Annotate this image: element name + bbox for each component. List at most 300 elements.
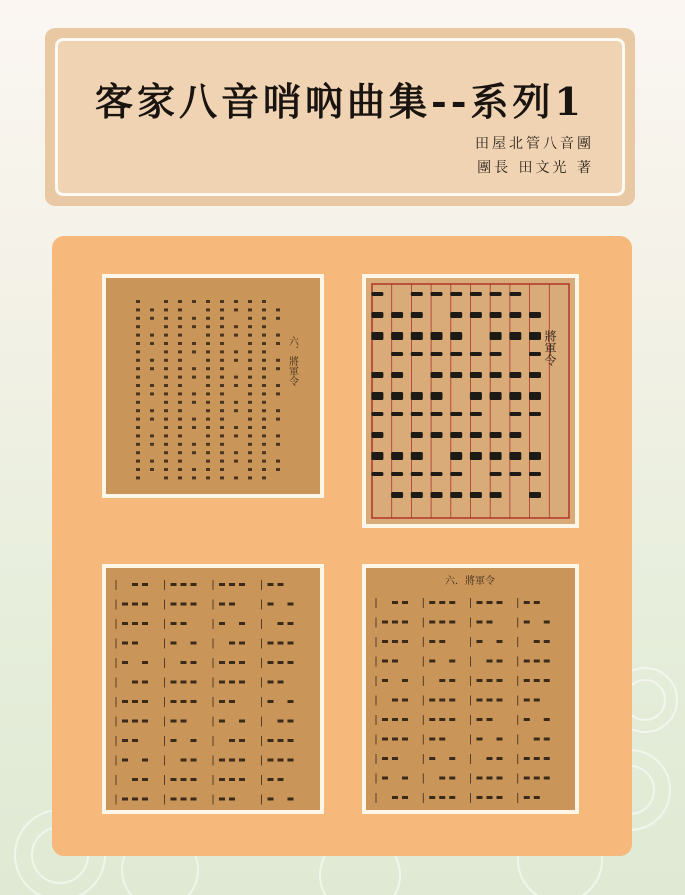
jianpu-note-mark bbox=[544, 718, 550, 721]
jianpu-note-mark bbox=[429, 699, 435, 702]
score-glyph-mark bbox=[248, 392, 252, 395]
jianpu-note-mark bbox=[392, 640, 398, 643]
jianpu-note-mark bbox=[142, 603, 148, 606]
jianpu-note-mark bbox=[142, 700, 148, 703]
jianpu-note-mark bbox=[402, 796, 408, 799]
jianpu-note-mark bbox=[132, 603, 138, 606]
score-glyph-mark bbox=[206, 434, 210, 437]
score-glyph-mark bbox=[248, 342, 252, 345]
manuscript-ink-mark bbox=[411, 412, 423, 416]
score-glyph-mark bbox=[178, 367, 182, 370]
manuscript-ink-mark bbox=[529, 352, 541, 356]
jianpu-note-mark bbox=[191, 739, 197, 742]
score-glyph-mark bbox=[234, 300, 238, 303]
score-glyph-mark bbox=[220, 460, 224, 463]
score-glyph-mark bbox=[136, 418, 140, 421]
jianpu-note-mark bbox=[497, 679, 503, 682]
score-glyph-mark bbox=[178, 376, 182, 379]
jianpu-note-mark bbox=[439, 679, 445, 682]
score-glyph-mark bbox=[262, 308, 266, 311]
score-glyph-mark bbox=[276, 308, 280, 311]
score-glyph-mark bbox=[178, 426, 182, 429]
jianpu-note-mark bbox=[392, 757, 398, 760]
score-glyph-mark bbox=[164, 451, 168, 454]
score-glyph-mark bbox=[192, 342, 196, 345]
jianpu-note-mark bbox=[439, 796, 445, 799]
manuscript-ink-mark bbox=[391, 332, 403, 340]
score-glyph-mark bbox=[178, 476, 182, 479]
score-glyph-mark bbox=[178, 468, 182, 471]
jianpu-note-mark bbox=[122, 700, 128, 703]
manuscript-ink-mark bbox=[450, 352, 462, 356]
jianpu-note-mark bbox=[171, 700, 177, 703]
jianpu-note-mark bbox=[142, 798, 148, 801]
jianpu-note-mark bbox=[288, 700, 294, 703]
score-glyph-mark bbox=[220, 434, 224, 437]
jianpu-note-mark bbox=[392, 718, 398, 721]
score-glyph-mark bbox=[220, 376, 224, 379]
manuscript-ink-mark bbox=[371, 452, 383, 460]
score-thumbnail-4 bbox=[362, 564, 579, 814]
score-glyph-mark bbox=[248, 334, 252, 337]
score-glyph-mark bbox=[220, 342, 224, 345]
jianpu-note-mark bbox=[497, 601, 503, 604]
thumbnail-panel bbox=[52, 236, 632, 856]
jianpu-note-mark bbox=[191, 661, 197, 664]
jianpu-note-mark bbox=[122, 798, 128, 801]
score-glyph-mark bbox=[248, 300, 252, 303]
score-glyph-mark bbox=[262, 409, 266, 412]
jianpu-note-mark bbox=[278, 622, 284, 625]
jianpu-note-mark bbox=[544, 777, 550, 780]
jianpu-note-mark bbox=[191, 603, 197, 606]
jianpu-note-mark bbox=[132, 622, 138, 625]
jianpu-note-mark bbox=[219, 700, 225, 703]
score-glyph-mark bbox=[234, 451, 238, 454]
manuscript-ink-mark bbox=[490, 312, 502, 318]
jianpu-note-mark bbox=[544, 640, 550, 643]
jianpu-note-mark bbox=[132, 739, 138, 742]
score-glyph-mark bbox=[178, 342, 182, 345]
score-glyph-mark bbox=[206, 334, 210, 337]
jianpu-note-mark bbox=[402, 601, 408, 604]
jianpu-note-mark bbox=[449, 679, 455, 682]
jianpu-note-mark bbox=[288, 661, 294, 664]
page-heading-1: 六．將軍令 bbox=[286, 336, 298, 386]
jianpu-note-mark bbox=[497, 796, 503, 799]
jianpu-note-mark bbox=[229, 759, 235, 762]
score-glyph-mark bbox=[220, 401, 224, 404]
score-glyph-mark bbox=[220, 426, 224, 429]
jianpu-note-mark bbox=[171, 681, 177, 684]
manuscript-ink-mark bbox=[529, 492, 541, 498]
score-glyph-mark bbox=[276, 468, 280, 471]
manuscript-ink-mark bbox=[411, 432, 423, 438]
score-glyph-mark bbox=[178, 392, 182, 395]
jianpu-note-mark bbox=[449, 718, 455, 721]
manuscript-ink-mark bbox=[371, 472, 383, 476]
score-glyph-mark bbox=[220, 409, 224, 412]
score-glyph-mark bbox=[206, 317, 210, 320]
jianpu-note-mark bbox=[477, 640, 483, 643]
jianpu-note-mark bbox=[497, 660, 503, 663]
score-glyph-mark bbox=[220, 308, 224, 311]
score-glyph-mark bbox=[220, 334, 224, 337]
jianpu-note-mark bbox=[278, 583, 284, 586]
score-glyph-mark bbox=[220, 418, 224, 421]
score-glyph-mark bbox=[206, 476, 210, 479]
jianpu-note-mark bbox=[239, 720, 245, 723]
score-glyph-mark bbox=[164, 384, 168, 387]
jianpu-note-mark bbox=[497, 699, 503, 702]
manuscript-ink-mark bbox=[411, 312, 423, 318]
manuscript-ink-mark bbox=[431, 392, 443, 400]
score-glyph-mark bbox=[206, 308, 210, 311]
score-glyph-mark bbox=[192, 367, 196, 370]
score-glyph-mark bbox=[220, 443, 224, 446]
jianpu-note-mark bbox=[544, 660, 550, 663]
manuscript-ink-mark bbox=[450, 332, 462, 340]
manuscript-ink-mark bbox=[411, 292, 423, 296]
jianpu-note-mark bbox=[239, 622, 245, 625]
score-glyph-mark bbox=[178, 443, 182, 446]
score-glyph-mark bbox=[234, 334, 238, 337]
score-glyph-mark bbox=[150, 392, 154, 395]
jianpu-note-mark bbox=[392, 796, 398, 799]
jianpu-note-mark bbox=[268, 603, 274, 606]
manuscript-ink-mark bbox=[490, 492, 502, 498]
score-glyph-mark bbox=[248, 325, 252, 328]
score-glyph-mark bbox=[234, 384, 238, 387]
manuscript-ink-mark bbox=[450, 372, 462, 378]
score-glyph-mark bbox=[136, 443, 140, 446]
score-glyph-mark bbox=[206, 426, 210, 429]
jianpu-note-mark bbox=[402, 777, 408, 780]
jianpu-note-mark bbox=[439, 601, 445, 604]
jianpu-note-mark bbox=[477, 796, 483, 799]
score-glyph-mark bbox=[262, 468, 266, 471]
score-glyph-mark bbox=[262, 342, 266, 345]
jianpu-note-mark bbox=[487, 601, 493, 604]
score-glyph-mark bbox=[150, 342, 154, 345]
jianpu-note-mark bbox=[181, 622, 187, 625]
score-glyph-mark bbox=[206, 350, 210, 353]
jianpu-note-mark bbox=[171, 603, 177, 606]
jianpu-note-mark bbox=[142, 720, 148, 723]
jianpu-note-mark bbox=[181, 681, 187, 684]
jianpu-note-mark bbox=[191, 700, 197, 703]
manuscript-ink-mark bbox=[470, 292, 482, 296]
score-glyph-mark bbox=[206, 460, 210, 463]
jianpu-note-mark bbox=[477, 738, 483, 741]
jianpu-note-mark bbox=[278, 681, 284, 684]
jianpu-note-mark bbox=[191, 583, 197, 586]
manuscript-ink-mark bbox=[391, 352, 403, 356]
jianpu-note-mark bbox=[132, 778, 138, 781]
manuscript-ink-mark bbox=[431, 332, 443, 340]
jianpu-note-mark bbox=[288, 739, 294, 742]
score-glyph-mark bbox=[220, 392, 224, 395]
manuscript-ink-mark bbox=[470, 452, 482, 460]
score-glyph-mark bbox=[276, 418, 280, 421]
score-glyph-mark bbox=[136, 350, 140, 353]
manuscript-ink-mark bbox=[470, 352, 482, 356]
jianpu-note-mark bbox=[534, 679, 540, 682]
jianpu-note-mark bbox=[449, 660, 455, 663]
score-glyph-mark bbox=[136, 367, 140, 370]
score-glyph-mark bbox=[248, 308, 252, 311]
score-glyph-mark bbox=[234, 325, 238, 328]
score-glyph-mark bbox=[164, 359, 168, 362]
score-glyph-mark bbox=[164, 468, 168, 471]
jianpu-note-mark bbox=[171, 739, 177, 742]
jianpu-note-mark bbox=[142, 661, 148, 664]
score-glyph-mark bbox=[206, 409, 210, 412]
manuscript-ink-mark bbox=[371, 432, 383, 438]
jianpu-note-mark bbox=[402, 738, 408, 741]
jianpu-note-mark bbox=[229, 583, 235, 586]
jianpu-note-mark bbox=[497, 640, 503, 643]
manuscript-ink-mark bbox=[450, 492, 462, 498]
jianpu-note-mark bbox=[439, 640, 445, 643]
score-glyph-mark bbox=[234, 401, 238, 404]
score-glyph-mark bbox=[192, 325, 196, 328]
jianpu-note-mark bbox=[288, 622, 294, 625]
score-glyph-mark bbox=[248, 434, 252, 437]
score-glyph-mark bbox=[276, 384, 280, 387]
jianpu-note-mark bbox=[439, 621, 445, 624]
score-glyph-mark bbox=[136, 460, 140, 463]
manuscript-ink-mark bbox=[509, 412, 521, 416]
manuscript-ink-mark bbox=[431, 372, 443, 378]
jianpu-note-mark bbox=[122, 622, 128, 625]
manuscript-ink-mark bbox=[371, 372, 383, 378]
jianpu-note-mark bbox=[534, 738, 540, 741]
manuscript-ink-mark bbox=[490, 452, 502, 460]
score-glyph-mark bbox=[136, 392, 140, 395]
jianpu-note-mark bbox=[268, 700, 274, 703]
jianpu-note-mark bbox=[487, 757, 493, 760]
score-glyph-mark bbox=[150, 334, 154, 337]
jianpu-note-mark bbox=[429, 601, 435, 604]
jianpu-note-mark bbox=[288, 603, 294, 606]
jianpu-note-mark bbox=[534, 640, 540, 643]
page-heading-2: 將軍令 bbox=[543, 330, 557, 366]
jianpu-note-mark bbox=[477, 718, 483, 721]
score-glyph-mark bbox=[206, 418, 210, 421]
score-glyph-mark bbox=[136, 334, 140, 337]
jianpu-note-mark bbox=[229, 603, 235, 606]
score-glyph-mark bbox=[178, 384, 182, 387]
jianpu-note-mark bbox=[402, 621, 408, 624]
score-glyph-mark bbox=[164, 342, 168, 345]
jianpu-note-mark bbox=[288, 759, 294, 762]
score-glyph-mark bbox=[136, 342, 140, 345]
jianpu-note-mark bbox=[534, 601, 540, 604]
jianpu-note-mark bbox=[142, 778, 148, 781]
score-glyph-mark bbox=[206, 359, 210, 362]
score-glyph-mark bbox=[262, 392, 266, 395]
score-glyph-mark bbox=[262, 367, 266, 370]
jianpu-note-mark bbox=[439, 718, 445, 721]
score-glyph-mark bbox=[178, 460, 182, 463]
jianpu-note-mark bbox=[439, 738, 445, 741]
manuscript-ink-mark bbox=[490, 372, 502, 378]
jianpu-note-mark bbox=[487, 679, 493, 682]
jianpu-note-mark bbox=[181, 700, 187, 703]
score-glyph-mark bbox=[220, 359, 224, 362]
manuscript-ink-mark bbox=[431, 412, 443, 416]
jianpu-note-mark bbox=[544, 738, 550, 741]
score-glyph-mark bbox=[192, 317, 196, 320]
score-glyph-mark bbox=[262, 443, 266, 446]
score-glyph-mark bbox=[248, 317, 252, 320]
manuscript-ink-mark bbox=[411, 452, 423, 460]
manuscript-ink-mark bbox=[529, 372, 541, 378]
score-glyph-mark bbox=[192, 443, 196, 446]
jianpu-note-mark bbox=[181, 661, 187, 664]
jianpu-note-mark bbox=[229, 661, 235, 664]
score-glyph-mark bbox=[136, 325, 140, 328]
score-glyph-mark bbox=[234, 359, 238, 362]
jianpu-note-mark bbox=[219, 622, 225, 625]
score-glyph-mark bbox=[192, 426, 196, 429]
score-glyph-mark bbox=[276, 317, 280, 320]
jianpu-note-mark bbox=[402, 718, 408, 721]
manuscript-ink-mark bbox=[411, 392, 423, 400]
score-glyph-mark bbox=[234, 476, 238, 479]
manuscript-ink-mark bbox=[391, 472, 403, 476]
score-glyph-mark bbox=[178, 325, 182, 328]
manuscript-ink-mark bbox=[371, 312, 383, 318]
jianpu-note-mark bbox=[439, 699, 445, 702]
score-glyph-mark bbox=[220, 300, 224, 303]
manuscript-ink-mark bbox=[509, 472, 521, 476]
score-glyph-mark bbox=[220, 476, 224, 479]
handwritten-manuscript-score-icon bbox=[366, 278, 575, 524]
manuscript-ink-mark bbox=[470, 492, 482, 498]
score-glyph-mark bbox=[276, 443, 280, 446]
jianpu-note-mark bbox=[268, 798, 274, 801]
jianpu-note-mark bbox=[524, 796, 530, 799]
manuscript-ink-mark bbox=[391, 312, 403, 318]
jianpu-note-mark bbox=[122, 759, 128, 762]
score-thumbnail-1 bbox=[102, 274, 324, 498]
jianpu-note-mark bbox=[288, 642, 294, 645]
score-glyph-mark bbox=[150, 468, 154, 471]
jianpu-note-mark bbox=[278, 720, 284, 723]
jianpu-note-mark bbox=[392, 699, 398, 702]
jianpu-note-mark bbox=[487, 660, 493, 663]
jianpu-note-mark bbox=[132, 798, 138, 801]
score-glyph-mark bbox=[206, 468, 210, 471]
jianpu-note-mark bbox=[382, 640, 388, 643]
jianpu-note-mark bbox=[429, 718, 435, 721]
jianpu-note-mark bbox=[229, 700, 235, 703]
jianpu-note-mark bbox=[122, 603, 128, 606]
manuscript-ink-mark bbox=[391, 492, 403, 498]
score-glyph-mark bbox=[262, 376, 266, 379]
jianpu-note-mark bbox=[449, 699, 455, 702]
jianpu-note-mark bbox=[219, 798, 225, 801]
score-glyph-mark bbox=[262, 426, 266, 429]
manuscript-ink-mark bbox=[509, 452, 521, 460]
jianpu-note-mark bbox=[229, 778, 235, 781]
jianpu-note-mark bbox=[122, 661, 128, 664]
jianpu-note-mark bbox=[239, 642, 245, 645]
jianpu-note-mark bbox=[219, 603, 225, 606]
score-glyph-mark bbox=[262, 460, 266, 463]
score-glyph-mark bbox=[178, 434, 182, 437]
jianpu-note-mark bbox=[534, 777, 540, 780]
score-glyph-mark bbox=[262, 325, 266, 328]
jianpu-note-mark bbox=[239, 583, 245, 586]
jianpu-note-mark bbox=[219, 759, 225, 762]
jianpu-note-mark bbox=[191, 759, 197, 762]
score-glyph-mark bbox=[192, 300, 196, 303]
jianpu-note-mark bbox=[392, 621, 398, 624]
jianpu-note-mark bbox=[477, 699, 483, 702]
jianpu-note-mark bbox=[487, 718, 493, 721]
troupe-name: 田屋北管八音團 bbox=[475, 136, 594, 152]
score-glyph-mark bbox=[192, 418, 196, 421]
score-glyph-mark bbox=[276, 460, 280, 463]
manuscript-ink-mark bbox=[470, 432, 482, 438]
score-glyph-mark bbox=[164, 300, 168, 303]
score-glyph-mark bbox=[276, 334, 280, 337]
jianpu-note-mark bbox=[268, 681, 274, 684]
score-glyph-mark bbox=[206, 376, 210, 379]
jianpu-note-mark bbox=[171, 583, 177, 586]
page-title: 客家八音哨吶曲集--系列1 bbox=[95, 79, 585, 124]
jianpu-note-mark bbox=[191, 778, 197, 781]
manuscript-ink-mark bbox=[529, 332, 541, 340]
jianpu-note-mark bbox=[544, 679, 550, 682]
score-glyph-mark bbox=[178, 308, 182, 311]
jianpu-note-mark bbox=[429, 640, 435, 643]
manuscript-ink-mark bbox=[411, 332, 423, 340]
jianpu-note-mark bbox=[191, 642, 197, 645]
jianpu-note-mark bbox=[524, 757, 530, 760]
jianpu-note-mark bbox=[132, 583, 138, 586]
jianpu-note-mark bbox=[439, 777, 445, 780]
manuscript-ink-mark bbox=[411, 492, 423, 498]
score-glyph-mark bbox=[192, 476, 196, 479]
jianpu-note-mark bbox=[524, 601, 530, 604]
score-glyph-mark bbox=[164, 325, 168, 328]
manuscript-ink-mark bbox=[391, 392, 403, 400]
jianpu-note-mark bbox=[487, 796, 493, 799]
manuscript-ink-mark bbox=[391, 412, 403, 416]
manuscript-ink-mark bbox=[371, 292, 383, 296]
score-glyph-mark bbox=[192, 350, 196, 353]
jianpu-note-mark bbox=[477, 679, 483, 682]
score-glyph-mark bbox=[150, 409, 154, 412]
score-glyph-mark bbox=[136, 409, 140, 412]
manuscript-ink-mark bbox=[450, 452, 462, 460]
score-glyph-mark bbox=[248, 409, 252, 412]
jianpu-note-mark bbox=[524, 699, 530, 702]
jianpu-note-mark bbox=[524, 660, 530, 663]
jianpu-note-mark bbox=[122, 642, 128, 645]
manuscript-ink-mark bbox=[470, 372, 482, 378]
title-card bbox=[45, 28, 635, 206]
manuscript-ink-mark bbox=[450, 312, 462, 318]
score-glyph-mark bbox=[192, 401, 196, 404]
score-glyph-mark bbox=[178, 317, 182, 320]
jianpu-score-icon-2 bbox=[366, 568, 575, 810]
score-glyph-mark bbox=[136, 300, 140, 303]
